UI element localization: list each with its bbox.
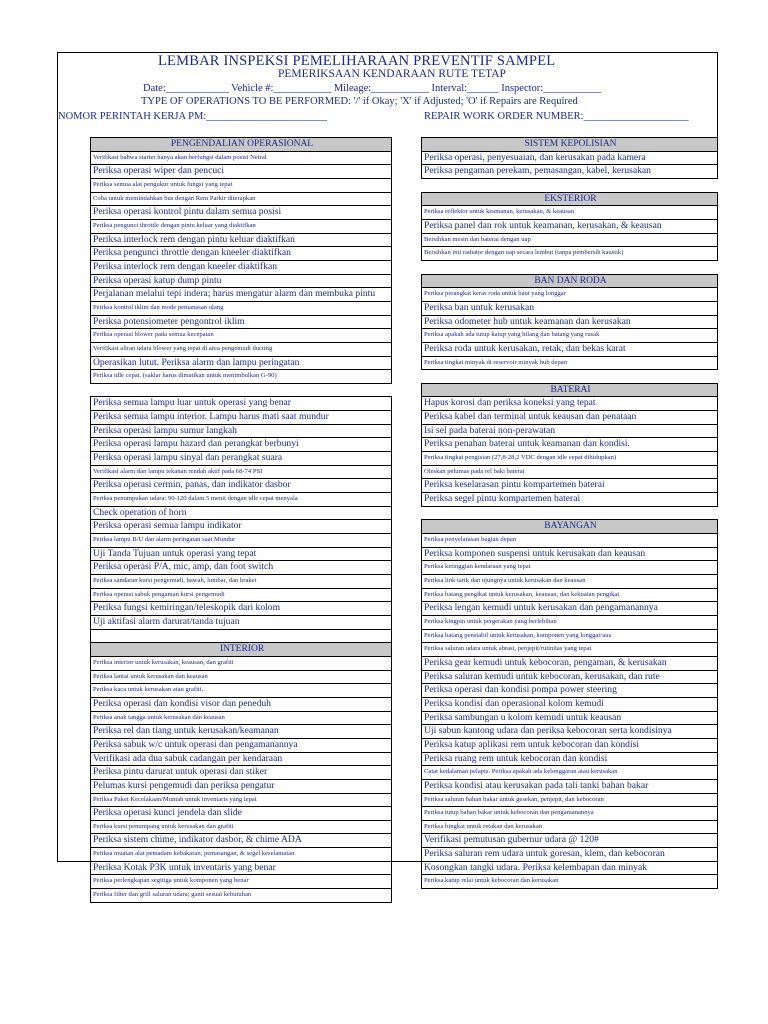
checklist-item: Periksa odometer hub untuk keamanan dan kerusakan	[421, 316, 718, 330]
checklist-item: Periksa Kotak P3K untuk inventaris yang benar	[90, 862, 392, 876]
inspection-sheet	[57, 52, 718, 899]
checklist-item: Periksa rel dan tiang untuk kerusakan/keamanan	[90, 725, 392, 739]
checklist-item: Periksa operasi blower pada semua kecepatan	[90, 329, 392, 343]
checklist-item: Periksa link tarik dan ujungnya untuk kerusakan dan keausan	[421, 575, 718, 589]
checklist-item: Periksa saluran bahan bakar untuk gesekan, penjepit, dan kebocoran	[421, 794, 718, 808]
checklist-item: Periksa lampu B/U dan alarm peringatan saat Mundur	[90, 534, 392, 548]
checklist-item: Periksa interlock rem dengan kneeler diaktifkan	[90, 261, 392, 275]
checklist-item: Uji sabun kantong udara dan periksa kebocoran serta kondisinya	[421, 725, 718, 739]
checklist-item: Kosongkan tangki udara. Periksa kelembapan dan minyak	[421, 862, 718, 876]
checklist-item: Catat kedalaman pelapis. Periksa apakah ada kelonggaran atau kerusakan	[421, 766, 718, 780]
checklist-item: Periksa kontrol iklim dan mode pemanasan ulang	[90, 302, 392, 316]
date-vehicle-line: Date:____________ Vehicle #:___________ Mileage:___________ Interval:______ Inspector:___________	[143, 83, 601, 94]
checklist-item: Periksa ketinggian kendaraan yang tepat	[421, 561, 718, 575]
checklist-item: Periksa kondisi atau kerusakan pada tali tanki bahan bakar	[421, 780, 718, 794]
checklist-item: Periksa interlock rem dengan pintu keluar diaktifkan	[90, 234, 392, 248]
section-header: BAN DAN RODA	[421, 275, 718, 289]
checklist-item: Periksa operasi dan kondisi pompa power steering	[421, 684, 718, 698]
checklist-item: Verifikasi alarm dan lampu tekanan rendah aktif pada 68-74 PSI	[90, 466, 392, 480]
checklist-item: Periksa penumpukan udara: 90-120 dalam 5 menit dengan idle cepat menyala	[90, 493, 392, 507]
checklist-item: Periksa ruang rem untuk kebocoran dan kondisi	[421, 753, 718, 767]
checklist-item: Periksa saluran rem udara untuk goresan, klem, dan kebocoran	[421, 848, 718, 862]
checklist-item: Periksa kaca untuk kerusakan atau grafiti.	[90, 684, 392, 698]
checklist-item: Periksa katup relai untuk kebocoran dan kerusakan	[421, 875, 718, 889]
blank-row	[90, 630, 392, 644]
checklist-item: Periksa tingkat pengisian (27,8-28,2 VDC dengan idle cepat dihidupkan)	[421, 452, 718, 466]
checklist-item: Periksa operasi semua lampu indikator	[90, 520, 392, 534]
checklist-item: Periksa perlengkapan segitiga untuk komponen yang benar	[90, 875, 392, 889]
checklist-item: Periksa batang pengikat untuk kerusakan, keausan, dan kekuatan pengikat	[421, 589, 718, 603]
checklist-item: Periksa lantai untuk kerusakan dan keausan	[90, 671, 392, 685]
checklist-item: Periksa penyelarasan bagian depan	[421, 534, 718, 548]
checklist-item: Operasikan lutut. Periksa alarm dan lampu peringatan	[90, 357, 392, 371]
checklist-item: Periksa segel pintu kompartemen baterai	[421, 493, 718, 507]
checklist-item: Periksa operasi wiper dan pencuci	[90, 165, 392, 179]
checklist-item: Periksa kursi penumpang untuk kerusakan dan grafiti	[90, 821, 392, 835]
checklist-item: Periksa idle cepat. (saklar harus dimatikan untuk menimbulkan G-90)	[90, 370, 392, 384]
checklist-item: Periksa katup aplikasi rem untuk kebocoran dan kondisi	[421, 739, 718, 753]
checklist-item: Periksa apakah ada tutup katup yang hilang dan batang yang rusak	[421, 329, 718, 343]
checklist-item: Verifikasi aliran udara blower yang tepat di area pengemudi ducting	[90, 343, 392, 357]
checklist-item: Periksa operasi lampu sinyal dan perangkat suara	[90, 452, 392, 466]
page-title: LEMBAR INSPEKSI PEMELIHARAAN PREVENTIF SAMPEL	[158, 53, 556, 69]
checklist-item: Check operation of horn	[90, 507, 392, 521]
checklist-item: Periksa pengunci throttle dengan kneeler diaktifkan	[90, 247, 392, 261]
checklist-item: Periksa kingpin untuk pergerakan yang berlebihan	[421, 616, 718, 630]
checklist-item: Periksa operasi lampu hazard dan perangkat berbunyi	[90, 438, 392, 452]
checklist-item: Periksa tutup bahan bakar untuk kebocoran dan pengamanannya	[421, 807, 718, 821]
checklist-item: Periksa semua lampu luar untuk operasi yang benar	[90, 397, 392, 411]
checklist-item: Uji Tanda Tujuan untuk operasi yang tepat	[90, 548, 392, 562]
checklist-item: Periksa interior untuk kerusakan, keausan, dan grafiti	[90, 657, 392, 671]
checklist-item: Periksa pintu darurat untuk operasi dan stiker	[90, 766, 392, 780]
section-header: PENGENDALIAN OPERASIONAL	[90, 138, 392, 152]
checklist-item: Verifikasi ada dua sabuk cadangan per kendaraan	[90, 753, 392, 767]
checklist-item: Periksa semua alat pengukur untuk fungsi yang tepat	[90, 179, 392, 193]
checklist-item: Periksa operasi cermin, panas, dan indikator dasbor	[90, 479, 392, 493]
checklist-item: Periksa roda untuk kerusakan, retak, dan bekas karat	[421, 343, 718, 357]
checklist-item: Periksa sandaran kursi pengemudi, bawah, lumbar, dan braket	[90, 575, 392, 589]
checklist-item: Coba untuk memindahkan bus dengan Rem Parkir diterapkan	[90, 193, 392, 207]
checklist-item: Bersihkan mesin dan baterai dengan uap	[421, 234, 718, 248]
section-header: SISTEM KEPOLISIAN	[421, 138, 718, 152]
checklist-item: Oleskan pelumas pada rel baki baterai	[421, 466, 718, 480]
checklist-item: Periksa kabel dan terminal untuk keausan dan penataan	[421, 411, 718, 425]
checklist-item: Periksa panel dan rok untuk keamanan, kerusakan, & keausan	[421, 220, 718, 234]
repair-work-order-field: REPAIR WORK ORDER NUMBER:____________________	[424, 111, 689, 122]
right-checklist-column	[421, 137, 718, 889]
checklist-item: Periksa operasi dan kondisi visor dan peneduh	[90, 698, 392, 712]
checklist-item: Periksa ban untuk kerusakan	[421, 302, 718, 316]
checklist-item: Periksa saluran udara untuk abrasi, penjepit/rutinitas yang tepat	[421, 643, 718, 657]
checklist-item: Periksa operasi sabuk pengaman kursi pengemudi	[90, 589, 392, 603]
section-header: INTERIOR	[90, 643, 392, 657]
checklist-item: Periksa lengan kemudi untuk kerusakan dan pengamanannya	[421, 602, 718, 616]
checklist-item: Periksa operasi P/A, mic, amp, dan foot switch	[90, 561, 392, 575]
checklist-item: Periksa pengunci throttle dengan pintu keluar yang diaktifkan	[90, 220, 392, 234]
checklist-item: Periksa gear kemudi untuk kebocoran, pengaman, & kerusakan	[421, 657, 718, 671]
checklist-item: Periksa operasi kontrol pintu dalam semua posisi	[90, 206, 392, 220]
checklist-item: Isi sel pada baterai non-perawatan	[421, 425, 718, 439]
section-header: EKSTERIOR	[421, 193, 718, 207]
checklist-item: Periksa keselarasan pintu kompartemen baterai	[421, 479, 718, 493]
blank-row	[421, 507, 718, 521]
checklist-item: Periksa anak tangga untuk kerusakan dan keausan	[90, 712, 392, 726]
blank-row	[421, 179, 718, 193]
checklist-item: Periksa tingkat minyak di reservoir minyak hub depan	[421, 357, 718, 371]
checklist-item: Periksa reflektor untuk keamanan, kerusakan, & keausan	[421, 206, 718, 220]
checklist-item: Periksa operasi kunci jendela dan slide	[90, 807, 392, 821]
checklist-item: Periksa Paket Kecelakaan/Muntah untuk inventaris yang tepat	[90, 794, 392, 808]
checklist-item: Periksa potensiometer pengontrol iklim	[90, 316, 392, 330]
checklist-item: Periksa operasi, penyesuaian, dan kerusakan pada kamera	[421, 152, 718, 166]
checklist-item: Periksa sambungan u kolom kemudi untuk keausan	[421, 712, 718, 726]
checklist-item: Verifikasi bahwa starter hanya akan berfungsi dalam posisi Netral	[90, 152, 392, 166]
checklist-item: Periksa kondisi dan operasional kolom kemudi	[421, 698, 718, 712]
checklist-item: Periksa sistem chime, indikator dasbor, & chime ADA	[90, 834, 392, 848]
checklist-item: Pelumas kursi pengemudi dan periksa pengatur	[90, 780, 392, 794]
page-subtitle: PEMERIKSAAN KENDARAAN RUTE TETAP	[278, 68, 506, 80]
checklist-item: Periksa penahan baterai untuk keamanan dan kondisi.	[421, 438, 718, 452]
section-header: BATERAI	[421, 384, 718, 398]
checklist-item: Periksa filter dan grill saluran udara; ganti sesuai kebutuhan	[90, 889, 392, 903]
blank-row	[90, 384, 392, 398]
checklist-item: Perjalanan melalui tepi indera; harus mengatur alarm dan membuka pintu	[90, 288, 392, 302]
checklist-item: Uji aktifasi alarm darurat/tanda tujuan	[90, 616, 392, 630]
pm-work-order-field: NOMOR PERINTAH KERJA PM:_______________________	[58, 111, 327, 122]
left-checklist-column	[90, 137, 392, 903]
blank-row	[421, 261, 718, 275]
checklist-item: Periksa operasi katup dump pintu	[90, 275, 392, 289]
checklist-item: Periksa perangkat keras roda untuk baut yang longgar	[421, 288, 718, 302]
checklist-item: Bersihkan inti radiator dengan uap secara lembut (tanpa pembersih kaustik)	[421, 247, 718, 261]
checklist-item: Periksa saluran kemudi untuk kebocoran, kerusakan, dan rute	[421, 671, 718, 685]
checklist-item: Periksa sabuk w/c untuk operasi dan pengamanannya	[90, 739, 392, 753]
blank-row	[421, 370, 718, 384]
checklist-item: Periksa operasi lampu sumur langkah	[90, 425, 392, 439]
checklist-item: Periksa batang penstabil untuk kerusakan, komponen yang longgar/aus	[421, 630, 718, 644]
checklist-item: Hapus korosi dan periksa koneksi yang tepat	[421, 397, 718, 411]
checklist-item: Periksa fungsi kemiringan/teleskopik dari kolom	[90, 602, 392, 616]
checklist-item: Verifikasi pemutusan gubernur udara @ 120#	[421, 834, 718, 848]
checklist-item: Periksa komponen suspensi untuk kerusakan dan keausan	[421, 548, 718, 562]
section-header: BAYANGAN	[421, 520, 718, 534]
checklist-item: Periksa semua lampu interior. Lampu harus mati saat mundur	[90, 411, 392, 425]
operation-type-legend: TYPE OF OPERATIONS TO BE PERFORMED: '/' if Okay; 'X' if Adjusted; 'O' if Repairs are Required	[141, 96, 578, 107]
checklist-item: Periksa muatan alat pemadam kebakaran, pemasangan, & segel keselamatan	[90, 848, 392, 862]
checklist-item: Periksa bingkai untuk retakan dan kerusakan	[421, 821, 718, 835]
checklist-item: Periksa pengaman perekam, pemasangan, kabel, kerusakan	[421, 165, 718, 179]
